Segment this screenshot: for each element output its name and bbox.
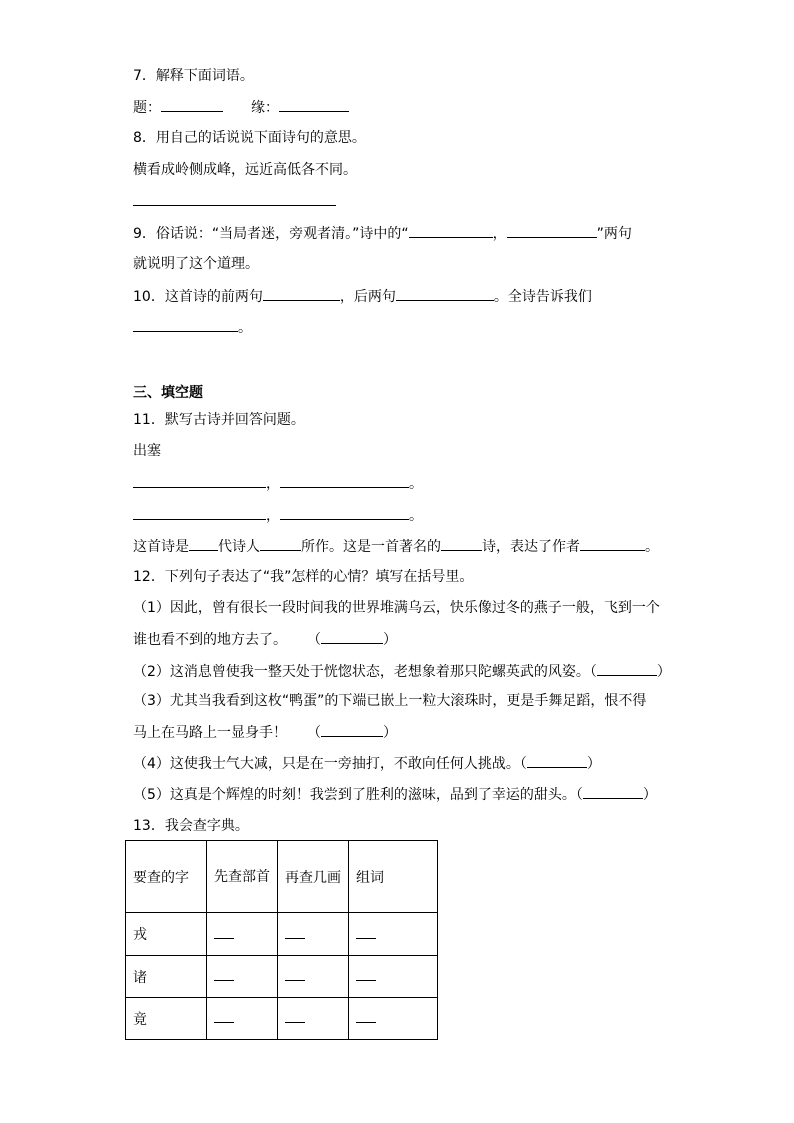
table-row-strokes-cell[interactable] — [278, 956, 349, 998]
q11-text-d: 诗，表达了作者 — [482, 539, 580, 555]
q9-blank-1[interactable] — [409, 223, 493, 238]
radical-blank[interactable] — [214, 968, 234, 981]
q12-s1-paren-close: ） — [383, 632, 397, 648]
radical-blank[interactable] — [214, 926, 234, 939]
q13-prompt: 13．我会查字典。 — [133, 818, 249, 834]
q12-s5-line — [133, 784, 657, 805]
q9-line1 — [133, 223, 632, 244]
q12-s5-blank[interactable] — [583, 784, 643, 799]
table-row-words-cell[interactable] — [349, 956, 438, 998]
q11-comma-2: ， — [266, 508, 280, 524]
q12-s1-blank[interactable] — [321, 629, 383, 644]
q11-prompt: 11．默写古诗并回答问题。 — [133, 412, 305, 428]
dictionary-table — [125, 840, 438, 1040]
q12-s1-paren-open: （ — [307, 632, 321, 648]
q10-line1 — [133, 286, 592, 307]
table-row-char: 戎 — [126, 913, 207, 956]
q8-answer-blank[interactable] — [133, 191, 336, 206]
q12-s2-line — [133, 661, 671, 682]
q9-line2: 就说明了这个道理。 — [133, 256, 259, 272]
table-row-words-cell[interactable] — [349, 913, 438, 956]
q11-text-b: 代诗人 — [218, 539, 260, 555]
q11-comma-1: ， — [266, 476, 280, 492]
strokes-blank[interactable] — [285, 926, 305, 939]
q11-text-a: 这首诗是 — [133, 539, 189, 555]
q11-text-e: 。 — [645, 539, 659, 555]
strokes-blank[interactable] — [285, 1010, 305, 1023]
q11-poet-blank[interactable] — [260, 536, 301, 551]
q11-period-1: 。 — [409, 476, 423, 492]
q12-s4-text: （4）这使我士气大减，只是在一旁抽打，不敢向任何人挑战。 — [133, 756, 520, 772]
q12-s3-line2 — [133, 722, 397, 743]
table-row-radical-cell[interactable] — [207, 913, 278, 956]
q8-answer-line[interactable] — [133, 191, 336, 212]
words-blank[interactable] — [356, 1010, 376, 1023]
q12-s3-text: 马上在马路上一显身手！ — [133, 725, 287, 741]
header-words: 组词 — [349, 841, 438, 913]
header-radical: 先查部首 — [207, 841, 278, 913]
q11-text-c: 所作。这是一首著名的 — [301, 539, 441, 555]
words-blank[interactable] — [356, 968, 376, 981]
header-strokes: 再查几画 — [278, 841, 349, 913]
q10-period: 。 — [238, 320, 252, 336]
q11-poem-line-2 — [133, 505, 423, 526]
q10-blank-1[interactable] — [263, 286, 340, 301]
q7-terms — [133, 97, 349, 118]
q12-s1-text: 谁也看不到的地方去了。 — [133, 632, 287, 648]
strokes-blank[interactable] — [285, 968, 305, 981]
q9-text-a: 9．俗话说：“当局者迷，旁观者清。”诗中的“ — [133, 226, 409, 242]
q11-blank-2[interactable] — [280, 473, 409, 488]
q7-term1-blank[interactable] — [161, 97, 223, 112]
q9-comma: ， — [492, 226, 507, 242]
q12-s3-blank[interactable] — [321, 722, 383, 737]
q8-verse: 横看成岭侧成峰，远近高低各不同。 — [133, 162, 357, 178]
q7-term2-label: 缘： — [251, 100, 279, 116]
radical-blank[interactable] — [214, 1010, 234, 1023]
q11-emotion-blank[interactable] — [580, 536, 645, 551]
header-char: 要查的字 — [126, 841, 207, 913]
table-row-strokes-cell[interactable] — [278, 998, 349, 1040]
q12-s2-paren-close: ） — [656, 664, 671, 680]
q7-prompt: 7．解释下面词语。 — [133, 68, 254, 84]
q12-s2-paren-open: （ — [589, 664, 597, 680]
q12-s4-line — [133, 753, 601, 774]
q12-s5-paren-open: （ — [575, 787, 583, 803]
words-blank[interactable] — [356, 926, 376, 939]
q12-s4-paren-close: ） — [586, 756, 601, 772]
section-3-title: 三、填空题 — [133, 385, 203, 401]
q11-blank-4[interactable] — [280, 505, 409, 520]
q12-s2-blank[interactable] — [597, 661, 657, 676]
q11-dynasty-blank[interactable] — [189, 536, 218, 551]
q10-blank-2[interactable] — [396, 286, 494, 301]
table-row-radical-cell[interactable] — [207, 998, 278, 1040]
q11-genre-blank[interactable] — [441, 536, 482, 551]
q8-prompt: 8．用自己的话说说下面诗句的意思。 — [133, 130, 366, 146]
dictionary-table-header-row — [126, 841, 438, 913]
q12-s4-paren-open: （ — [519, 756, 527, 772]
q11-poem-line-1 — [133, 473, 423, 494]
q11-info-line — [133, 536, 659, 557]
q10-line2 — [133, 317, 252, 338]
table-row-char: 竟 — [126, 998, 207, 1040]
q7-term1-label: 题： — [133, 100, 161, 116]
q12-s2-text: （2）这消息曾使我一整天处于恍惚状态，老想象着那只陀螺英武的风姿。 — [133, 664, 590, 680]
q12-s4-blank[interactable] — [527, 753, 587, 768]
q9-text-b: ”两句 — [596, 226, 632, 242]
q11-blank-1[interactable] — [133, 473, 266, 488]
q12-s3-paren-close: ） — [383, 725, 397, 741]
q11-period-2: 。 — [409, 508, 423, 524]
q12-s3-paren-open: （ — [307, 725, 321, 741]
q12-s3-line1: （3）尤其当我看到这枚“鸭蛋”的下端已嵌上一粒大滚珠时，更是手舞足蹈，恨不得 — [133, 693, 647, 709]
table-row-words-cell[interactable] — [349, 998, 438, 1040]
table-row — [126, 956, 438, 998]
q12-s5-paren-close: ） — [642, 787, 657, 803]
q10-text-b: ，后两句 — [339, 289, 396, 305]
q10-blank-3[interactable] — [133, 317, 238, 332]
table-row-radical-cell[interactable] — [207, 956, 278, 998]
q10-text-a: 10．这首诗的前两句 — [133, 289, 263, 305]
q11-blank-3[interactable] — [133, 505, 266, 520]
table-row-strokes-cell[interactable] — [278, 913, 349, 956]
q9-blank-2[interactable] — [507, 223, 597, 238]
q11-poem-title: 出塞 — [133, 443, 161, 459]
table-row-char: 诸 — [126, 956, 207, 998]
table-row — [126, 998, 438, 1040]
q12-prompt: 12．下列句子表达了“我”怎样的心情？填写在括号里。 — [133, 569, 474, 585]
q12-s1-line2 — [133, 629, 397, 650]
table-row — [126, 913, 438, 956]
q12-s5-text: （5）这真是个辉煌的时刻！我尝到了胜利的滋味，品到了幸运的甜头。 — [133, 787, 576, 803]
q7-term2-blank[interactable] — [279, 97, 349, 112]
q10-text-c: 。全诗告诉我们 — [493, 289, 592, 305]
q12-s1-line1: （1）因此，曾有很长一段时间我的世界堆满乌云，快乐像过冬的燕子一般，飞到一个 — [133, 600, 660, 616]
